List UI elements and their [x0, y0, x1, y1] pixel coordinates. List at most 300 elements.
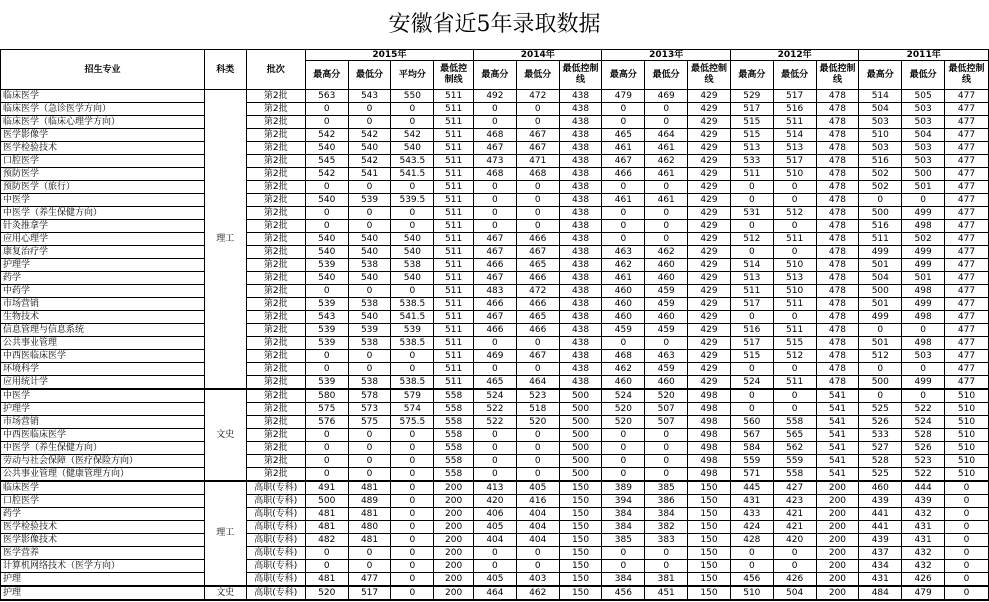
cell-score: 477 — [945, 311, 989, 324]
cell-score: 413 — [474, 481, 517, 495]
cell-score: 427 — [773, 481, 816, 495]
cell-score: 465 — [516, 259, 559, 272]
table-row — [1, 259, 989, 272]
cell-score: 150 — [559, 534, 602, 547]
cell-score: 429 — [688, 337, 731, 350]
cell-score: 432 — [902, 508, 945, 521]
cell-score: 538 — [348, 298, 391, 311]
header-max: 最高分 — [859, 61, 902, 90]
cell-score: 523 — [902, 455, 945, 468]
cell-batch: 第2批 — [246, 129, 305, 142]
table-row — [1, 181, 989, 194]
cell-score: 438 — [559, 129, 602, 142]
cell-score: 478 — [816, 298, 859, 311]
cell-score: 0 — [305, 285, 348, 298]
cell-batch: 第2批 — [246, 142, 305, 155]
cell-score: 513 — [773, 142, 816, 155]
cell-score: 438 — [559, 285, 602, 298]
cell-score: 538 — [348, 337, 391, 350]
cell-score: 575 — [305, 403, 348, 416]
cell-score: 0 — [730, 246, 773, 259]
cell-score: 0 — [773, 246, 816, 259]
cell-batch: 第2批 — [246, 337, 305, 350]
cell-score: 541 — [816, 442, 859, 455]
cell-score: 499 — [859, 246, 902, 259]
cell-score: 510 — [945, 429, 989, 442]
cell-score: 491 — [305, 481, 348, 495]
cell-score: 466 — [474, 298, 517, 311]
cell-score: 445 — [730, 481, 773, 495]
cell-score: 467 — [474, 311, 517, 324]
cell-score: 0 — [945, 560, 989, 573]
cell-score: 429 — [688, 311, 731, 324]
cell-score: 507 — [645, 416, 688, 429]
cell-batch: 高职(专科) — [246, 495, 305, 508]
cell-score: 492 — [474, 90, 517, 103]
cell-score: 575 — [348, 416, 391, 429]
cell-score: 504 — [859, 103, 902, 116]
cell-score: 385 — [602, 534, 645, 547]
cell-score: 510 — [730, 586, 773, 600]
cell-score: 503 — [859, 116, 902, 129]
cell-score: 461 — [645, 168, 688, 181]
cell-score: 478 — [816, 116, 859, 129]
cell-score: 478 — [816, 129, 859, 142]
cell-score: 539.5 — [391, 194, 434, 207]
cell-score: 478 — [816, 142, 859, 155]
cell-score: 500 — [559, 389, 602, 403]
cell-score: 541 — [816, 468, 859, 482]
cell-score: 517 — [730, 298, 773, 311]
cell-score: 464 — [516, 376, 559, 390]
cell-major: 药学 — [1, 508, 205, 521]
cell-score: 539 — [305, 376, 348, 390]
cell-score: 510 — [945, 468, 989, 482]
cell-score: 541 — [348, 168, 391, 181]
cell-score: 513 — [730, 142, 773, 155]
cell-score: 511 — [434, 337, 474, 350]
cell-score: 500 — [902, 168, 945, 181]
cell-score: 512 — [773, 350, 816, 363]
cell-score: 515 — [773, 337, 816, 350]
cell-score: 511 — [434, 259, 474, 272]
cell-score: 429 — [688, 272, 731, 285]
cell-score: 0 — [348, 429, 391, 442]
cell-score: 500 — [859, 207, 902, 220]
cell-score: 478 — [816, 311, 859, 324]
cell-batch: 第2批 — [246, 376, 305, 390]
cell-score: 0 — [516, 363, 559, 376]
cell-batch: 高职(专科) — [246, 586, 305, 600]
cell-score: 511 — [434, 90, 474, 103]
cell-score: 500 — [559, 442, 602, 455]
cell-score: 438 — [559, 103, 602, 116]
cell-score: 0 — [773, 403, 816, 416]
cell-score: 478 — [816, 90, 859, 103]
cell-major: 临床医学（临床心理学方向） — [1, 116, 205, 129]
cell-score: 0 — [602, 560, 645, 573]
cell-score: 0 — [773, 560, 816, 573]
cell-score: 510 — [945, 455, 989, 468]
cell-score: 542 — [348, 129, 391, 142]
cell-score: 463 — [602, 246, 645, 259]
cell-score: 0 — [391, 455, 434, 468]
cell-score: 0 — [391, 560, 434, 573]
cell-score: 478 — [816, 168, 859, 181]
cell-score: 500 — [859, 285, 902, 298]
header-min: 最低分 — [645, 61, 688, 90]
cell-score: 200 — [816, 521, 859, 534]
cell-score: 466 — [474, 324, 517, 337]
header-year-2012: 2012年 — [730, 50, 858, 61]
cell-score: 517 — [773, 90, 816, 103]
cell-score: 429 — [688, 285, 731, 298]
cell-score: 0 — [391, 181, 434, 194]
cell-score: 514 — [773, 129, 816, 142]
cell-major: 中医学（养生保健方向） — [1, 442, 205, 455]
cell-score: 477 — [945, 363, 989, 376]
cell-score: 525 — [859, 468, 902, 482]
cell-batch: 第2批 — [246, 285, 305, 298]
cell-score: 467 — [516, 129, 559, 142]
cell-score: 478 — [816, 376, 859, 390]
cell-score: 498 — [688, 455, 731, 468]
cell-score: 511 — [434, 103, 474, 116]
cell-score: 0 — [348, 363, 391, 376]
cell-score: 533 — [859, 429, 902, 442]
cell-major: 针灸推拿学 — [1, 220, 205, 233]
cell-major: 市场营销 — [1, 416, 205, 429]
cell-score: 468 — [474, 168, 517, 181]
cell-score: 517 — [348, 586, 391, 600]
cell-score: 0 — [474, 442, 517, 455]
cell-score: 540 — [348, 311, 391, 324]
cell-score: 384 — [645, 508, 688, 521]
cell-score: 150 — [559, 547, 602, 560]
cell-score: 477 — [945, 90, 989, 103]
cell-score: 0 — [474, 116, 517, 129]
cell-score: 459 — [645, 363, 688, 376]
cell-score: 540 — [391, 272, 434, 285]
cell-major: 市场营销 — [1, 298, 205, 311]
cell-score: 200 — [434, 508, 474, 521]
cell-score: 383 — [645, 534, 688, 547]
cell-major: 护理 — [1, 586, 205, 600]
cell-score: 0 — [516, 429, 559, 442]
table-row — [1, 285, 989, 298]
cell-batch: 高职(专科) — [246, 547, 305, 560]
cell-score: 462 — [645, 246, 688, 259]
cell-score: 469 — [645, 90, 688, 103]
cell-score: 406 — [474, 508, 517, 521]
cell-score: 511 — [434, 207, 474, 220]
cell-score: 513 — [730, 272, 773, 285]
table-row — [1, 272, 989, 285]
cell-score: 0 — [945, 534, 989, 547]
cell-score: 431 — [730, 495, 773, 508]
header-max: 最高分 — [602, 61, 645, 90]
cell-score: 150 — [688, 521, 731, 534]
cell-score: 543 — [305, 311, 348, 324]
cell-score: 467 — [474, 246, 517, 259]
cell-major: 康复治疗学 — [1, 246, 205, 259]
cell-score: 511 — [434, 350, 474, 363]
cell-score: 438 — [559, 259, 602, 272]
cell-score: 467 — [474, 233, 517, 246]
cell-score: 0 — [474, 468, 517, 482]
cell-score: 499 — [859, 311, 902, 324]
cell-score: 478 — [816, 363, 859, 376]
cell-score: 559 — [730, 455, 773, 468]
cell-score: 0 — [602, 181, 645, 194]
cell-score: 478 — [816, 233, 859, 246]
cell-score: 200 — [434, 586, 474, 600]
cell-major: 计算机网络技术（医学方向） — [1, 560, 205, 573]
cell-score: 404 — [516, 521, 559, 534]
cell-score: 515 — [730, 350, 773, 363]
cell-score: 0 — [602, 455, 645, 468]
cell-score: 0 — [645, 103, 688, 116]
cell-score: 0 — [474, 560, 517, 573]
cell-score: 460 — [645, 272, 688, 285]
cell-score: 467 — [516, 246, 559, 259]
header-min: 最低分 — [902, 61, 945, 90]
cell-batch: 第2批 — [246, 311, 305, 324]
cell-score: 0 — [474, 547, 517, 560]
cell-score: 478 — [816, 220, 859, 233]
cell-score: 478 — [816, 181, 859, 194]
cell-score: 503 — [902, 142, 945, 155]
cell-score: 528 — [859, 455, 902, 468]
cell-batch: 高职(专科) — [246, 481, 305, 495]
cell-major: 公共事业管理（健康管理方向） — [1, 468, 205, 482]
cell-major: 医学营养 — [1, 547, 205, 560]
cell-score: 460 — [645, 376, 688, 390]
cell-score: 464 — [474, 586, 517, 600]
cell-batch: 第2批 — [246, 168, 305, 181]
cell-score: 504 — [859, 272, 902, 285]
cell-score: 539 — [348, 194, 391, 207]
cell-score: 503 — [902, 103, 945, 116]
cell-score: 477 — [945, 337, 989, 350]
cell-score: 524 — [602, 389, 645, 403]
cell-score: 481 — [348, 508, 391, 521]
cell-score: 438 — [559, 272, 602, 285]
cell-score: 524 — [730, 376, 773, 390]
cell-score: 502 — [859, 168, 902, 181]
cell-score: 541.5 — [391, 168, 434, 181]
cell-score: 0 — [602, 547, 645, 560]
cell-score: 0 — [391, 116, 434, 129]
cell-score: 200 — [434, 481, 474, 495]
cell-score: 438 — [559, 337, 602, 350]
cell-score: 513 — [773, 272, 816, 285]
cell-major: 医学影像技术 — [1, 534, 205, 547]
cell-score: 0 — [645, 429, 688, 442]
cell-score: 150 — [559, 495, 602, 508]
cell-score: 477 — [945, 376, 989, 390]
cell-batch: 第2批 — [246, 116, 305, 129]
cell-score: 501 — [859, 337, 902, 350]
cell-score: 499 — [902, 376, 945, 390]
cell-score: 511 — [434, 376, 474, 390]
cell-score: 477 — [945, 324, 989, 337]
cell-score: 480 — [348, 521, 391, 534]
cell-score: 0 — [602, 220, 645, 233]
cell-score: 438 — [559, 181, 602, 194]
cell-score: 540 — [348, 233, 391, 246]
header-control-line: 最低控制线 — [559, 61, 602, 90]
cell-score: 518 — [516, 403, 559, 416]
cell-score: 560 — [730, 416, 773, 429]
cell-score: 511 — [434, 220, 474, 233]
cell-score: 0 — [391, 285, 434, 298]
cell-score: 405 — [516, 481, 559, 495]
cell-score: 465 — [516, 311, 559, 324]
cell-score: 150 — [688, 573, 731, 587]
cell-score: 0 — [902, 389, 945, 403]
cell-score: 511 — [434, 285, 474, 298]
page-title: 安徽省近5年录取数据 — [388, 12, 601, 37]
cell-major: 临床医学 — [1, 90, 205, 103]
cell-score: 460 — [645, 259, 688, 272]
cell-score: 0 — [348, 547, 391, 560]
cell-score: 559 — [773, 455, 816, 468]
cell-score: 200 — [434, 521, 474, 534]
cell-score: 0 — [474, 363, 517, 376]
cell-score: 478 — [816, 272, 859, 285]
table-row — [1, 521, 989, 534]
cell-score: 0 — [516, 337, 559, 350]
cell-score: 511 — [773, 376, 816, 390]
cell-score: 429 — [688, 376, 731, 390]
cell-score: 510 — [773, 168, 816, 181]
cell-score: 477 — [348, 573, 391, 587]
cell-score: 200 — [816, 481, 859, 495]
cell-score: 0 — [305, 116, 348, 129]
cell-score: 433 — [730, 508, 773, 521]
cell-score: 477 — [945, 272, 989, 285]
cell-score: 466 — [516, 272, 559, 285]
cell-score: 478 — [816, 259, 859, 272]
cell-category: 文史 — [204, 389, 246, 481]
cell-score: 500 — [859, 376, 902, 390]
cell-score: 540 — [305, 194, 348, 207]
cell-score: 389 — [602, 481, 645, 495]
header-category: 科类 — [204, 50, 246, 90]
cell-major: 口腔医学 — [1, 495, 205, 508]
cell-score: 477 — [945, 298, 989, 311]
cell-score: 464 — [645, 129, 688, 142]
cell-score: 510 — [945, 442, 989, 455]
cell-category: 理工 — [204, 481, 246, 586]
cell-score: 0 — [516, 194, 559, 207]
cell-score: 404 — [516, 508, 559, 521]
cell-score: 462 — [516, 586, 559, 600]
cell-score: 520 — [602, 416, 645, 429]
cell-score: 511 — [773, 116, 816, 129]
cell-score: 510 — [945, 389, 989, 403]
table-row — [1, 495, 989, 508]
cell-score: 477 — [945, 194, 989, 207]
cell-score: 511 — [434, 116, 474, 129]
cell-score: 0 — [348, 560, 391, 573]
table-row — [1, 429, 989, 442]
cell-score: 434 — [859, 560, 902, 573]
cell-score: 562 — [773, 442, 816, 455]
header-row-years — [1, 50, 989, 61]
cell-score: 540 — [305, 246, 348, 259]
cell-score: 0 — [516, 220, 559, 233]
cell-score: 467 — [474, 272, 517, 285]
cell-score: 0 — [348, 468, 391, 482]
cell-score: 472 — [516, 90, 559, 103]
cell-score: 498 — [688, 403, 731, 416]
cell-score: 456 — [730, 573, 773, 587]
cell-score: 0 — [602, 116, 645, 129]
cell-score: 533 — [730, 155, 773, 168]
cell-score: 575.5 — [391, 416, 434, 429]
cell-score: 429 — [688, 116, 731, 129]
cell-score: 0 — [305, 363, 348, 376]
cell-score: 459 — [645, 324, 688, 337]
cell-score: 0 — [391, 363, 434, 376]
cell-score: 0 — [391, 429, 434, 442]
cell-score: 542 — [305, 129, 348, 142]
cell-score: 459 — [645, 298, 688, 311]
cell-score: 511 — [773, 324, 816, 337]
cell-score: 150 — [688, 586, 731, 600]
cell-score: 522 — [902, 403, 945, 416]
cell-score: 0 — [602, 337, 645, 350]
table-row — [1, 207, 989, 220]
cell-score: 0 — [474, 194, 517, 207]
cell-score: 200 — [816, 534, 859, 547]
cell-score: 150 — [688, 508, 731, 521]
header-major: 招生专业 — [1, 50, 205, 90]
cell-score: 0 — [902, 324, 945, 337]
cell-score: 524 — [902, 416, 945, 429]
cell-score: 499 — [902, 246, 945, 259]
cell-score: 429 — [688, 246, 731, 259]
cell-score: 438 — [559, 116, 602, 129]
cell-score: 467 — [516, 350, 559, 363]
cell-score: 499 — [902, 298, 945, 311]
cell-score: 477 — [945, 168, 989, 181]
cell-major: 信息管理与信息系统 — [1, 324, 205, 337]
cell-score: 478 — [816, 103, 859, 116]
cell-score: 540 — [391, 246, 434, 259]
table-row — [1, 155, 989, 168]
header-year-2015: 2015年 — [305, 50, 473, 61]
cell-score: 574 — [391, 403, 434, 416]
cell-score: 0 — [773, 547, 816, 560]
cell-score: 484 — [859, 586, 902, 600]
cell-score: 540 — [305, 272, 348, 285]
cell-score: 517 — [773, 155, 816, 168]
cell-score: 459 — [645, 285, 688, 298]
cell-major: 生物技术 — [1, 311, 205, 324]
cell-score: 541 — [816, 416, 859, 429]
cell-score: 0 — [602, 442, 645, 455]
cell-score: 0 — [516, 560, 559, 573]
cell-batch: 第2批 — [246, 259, 305, 272]
cell-score: 421 — [773, 521, 816, 534]
cell-score: 511 — [434, 246, 474, 259]
cell-score: 0 — [348, 350, 391, 363]
cell-score: 426 — [773, 573, 816, 587]
cell-score: 462 — [602, 259, 645, 272]
